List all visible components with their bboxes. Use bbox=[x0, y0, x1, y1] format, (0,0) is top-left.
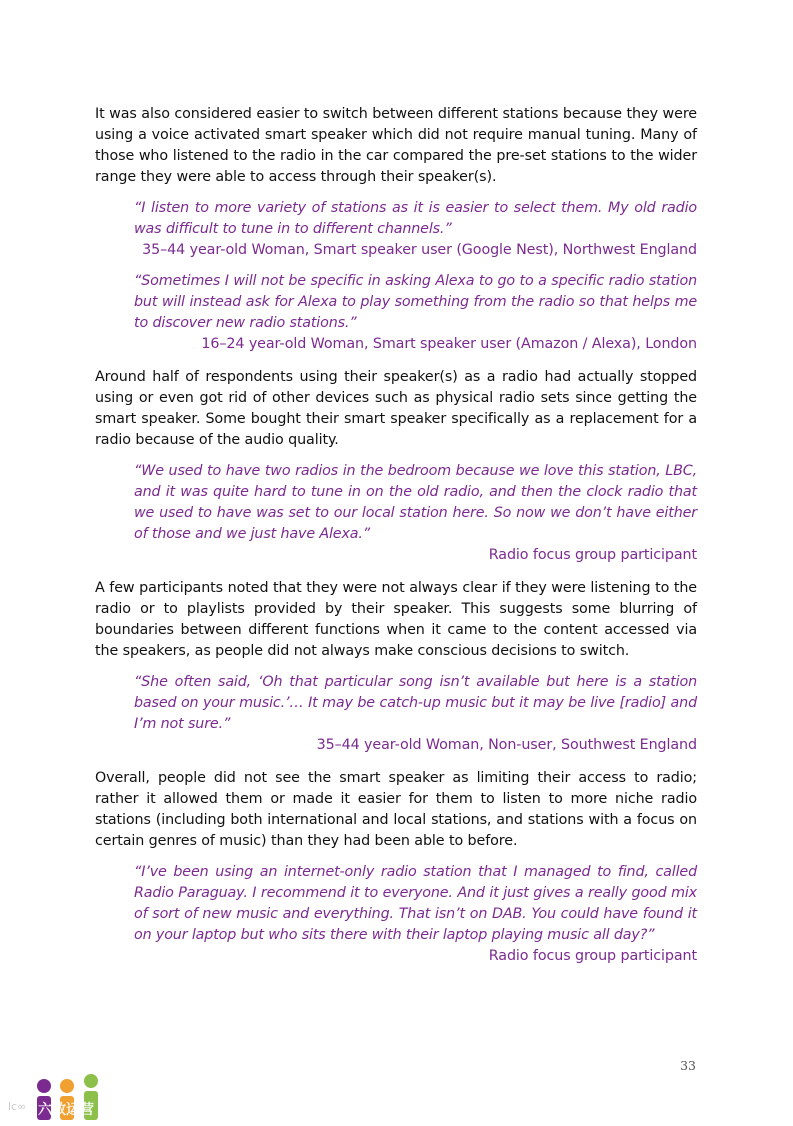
quote-text: “Sometimes I will not be specific in asking Alexa to go to a specific radio station but will instead ask for Alexa to play something from the radio so that helps me to discover new radio stations.” bbox=[134, 273, 697, 331]
quote-block bbox=[134, 461, 697, 566]
quote-attribution: 35–44 year-old Woman, Non-user, Southwest England bbox=[316, 737, 697, 753]
page-number: 33 bbox=[680, 1058, 696, 1073]
watermark-logo bbox=[6, 1072, 116, 1122]
quote-block bbox=[134, 672, 697, 756]
quote-block bbox=[134, 271, 697, 355]
document-page bbox=[95, 104, 697, 967]
paragraph: A few participants noted that they were not always clear if they were listening to the radio or to playlists provided by their speaker. This suggests some blurring of boundaries between different functions when it came to the content accessed via the speakers, as people did not always make conscious decisions to switch. bbox=[95, 580, 697, 659]
quote-block bbox=[134, 862, 697, 967]
quote-text: “I’ve been using an internet-only radio station that I managed to find, called Radio Paraguay. I recommend it to everyone. And it just gives a really good mix of sort of new music and everything. That isn’t on DAB. You could have found it on your laptop but who sits there with their laptop playing music all day?” bbox=[134, 864, 697, 943]
paragraph: It was also considered easier to switch between different stations because they were using a voice activated smart speaker which did not require manual tuning. Many of those who listened to the radio in the car compared the pre-set stations to the wider range they were able to access through their speaker(s). bbox=[95, 106, 697, 185]
paragraph: Around half of respondents using their speaker(s) as a radio had actually stopped using or even got rid of other devices such as physical radio sets since getting the smart speaker. Some bought their smart speaker specifically as a replacement for a radio because of the audio quality. bbox=[95, 369, 697, 448]
quote-attribution: Radio focus group participant bbox=[488, 948, 697, 964]
svg-text:六数运营: 六数运营 bbox=[38, 1102, 94, 1118]
quote-attribution: 35–44 year-old Woman, Smart speaker user (Google Nest), Northwest England bbox=[142, 242, 697, 258]
quote-attribution: Radio focus group participant bbox=[488, 547, 697, 563]
watermark-logo-icon bbox=[6, 1072, 116, 1122]
quote-text: “She often said, ‘Oh that particular song isn’t available but here is a station based on your music.’… It may be catch-up music but it may be live [radio] and I’m not sure.” bbox=[134, 674, 697, 732]
quote-attribution: 16–24 year-old Woman, Smart speaker user (Amazon / Alexa), London bbox=[201, 336, 697, 352]
quote-text: “We used to have two radios in the bedroom because we love this station, LBC, and it was quite hard to tune in on the old radio, and then the clock radio that we used to have was set to our local station here. So now we don’t have either of those and we just have Alexa.” bbox=[134, 463, 697, 542]
svg-text:lc∞: lc∞ bbox=[8, 1100, 27, 1113]
quote-text: “I listen to more variety of stations as it is easier to select them. My old radio was difficult to tune in to different channels.” bbox=[134, 200, 697, 237]
quote-block bbox=[134, 198, 697, 261]
paragraph: Overall, people did not see the smart speaker as limiting their access to radio; rather it allowed them or made it easier for them to listen to more niche radio stations (including both international and local stations, and stations with a focus on certain genres of music) than they had been able to before. bbox=[95, 770, 697, 849]
